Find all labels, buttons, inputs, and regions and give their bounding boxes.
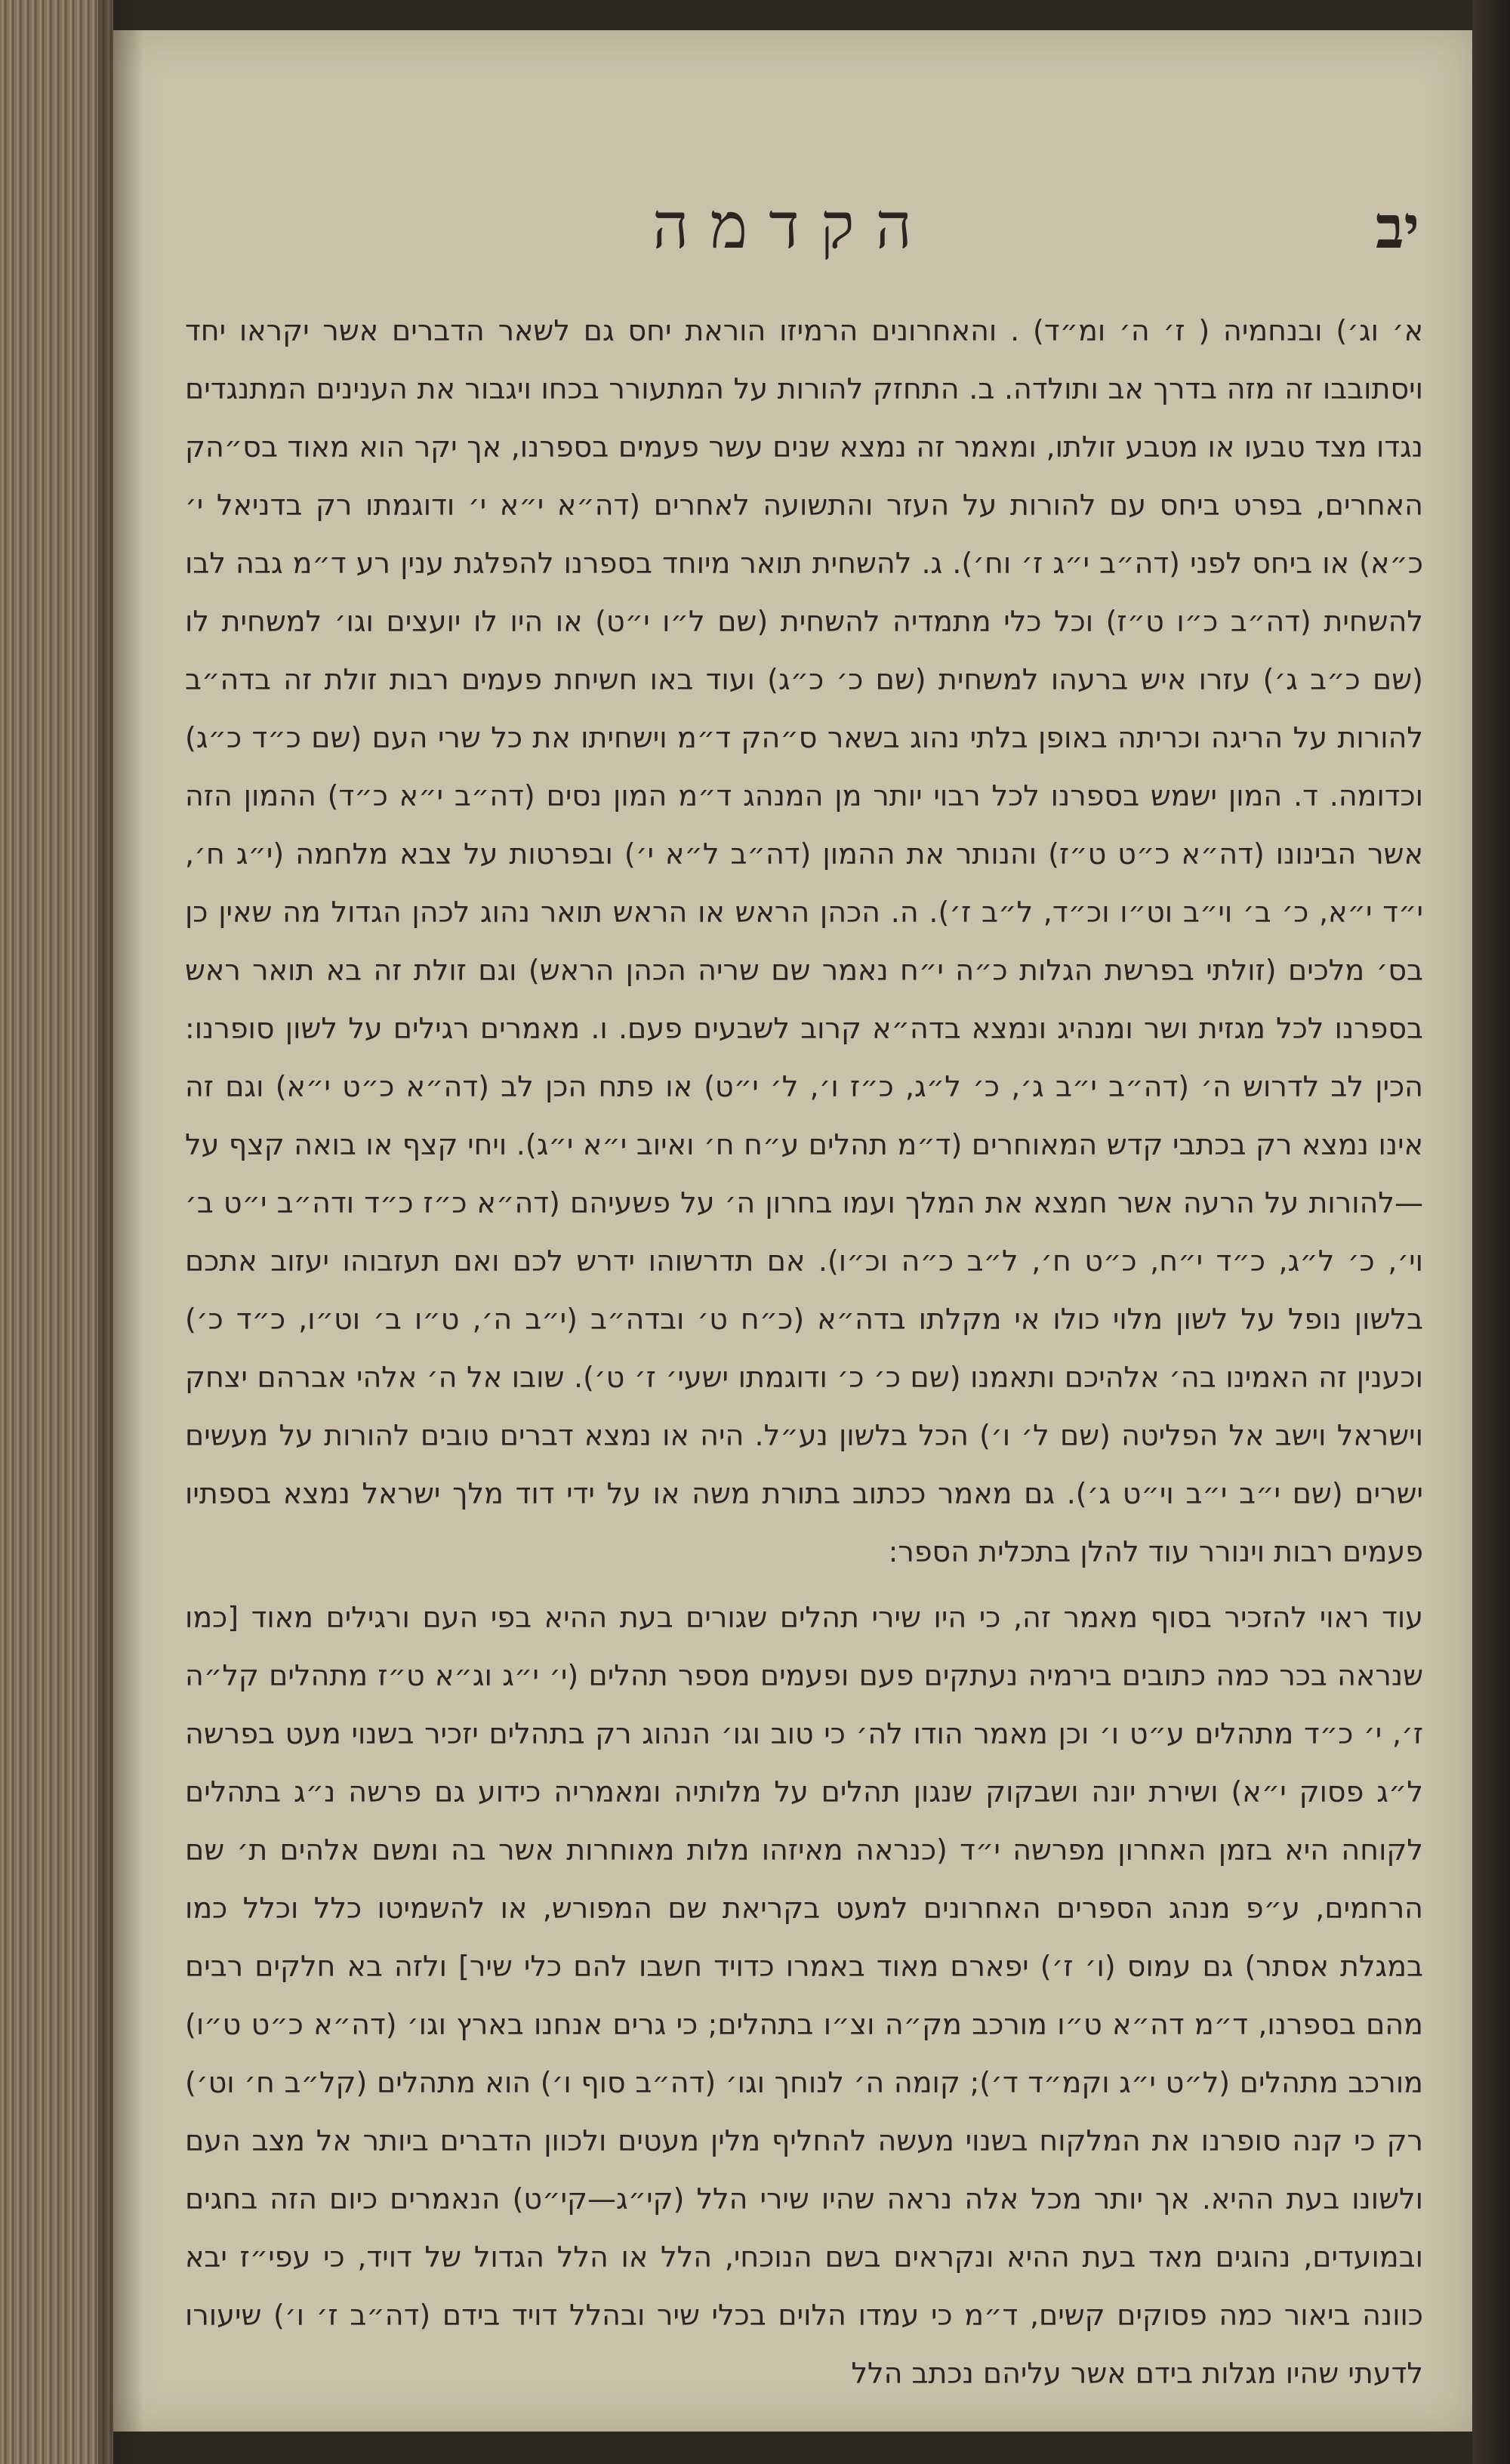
page-header: [113, 189, 1472, 279]
running-title: הקדמה: [652, 189, 933, 263]
paragraph-1: א׳ וג׳) ובנחמיה ( ז׳ ה׳ ומ״ד) . והאחרונים הרמיזו הוראת יחס גם לשאר הדברים אשר יקראו יחד ויסתובבו זה מזה בדרך אב ותולדה. ב. התחזק להורות על המתעורר בכחו ויגבור את הענינים המתנגדים נגדו מצד טבעו או מטבע זולתו, ומאמר זה נמצא שנים עשר פעמים בספרנו, אך יקר הוא מאוד בס״הק האחרים, בפרט ביחס עם להורות על העזר והתשועה לאחרים (דה״א י״א י׳ ודוגמתו רק בדניאל י׳ כ״א) או ביחס לפני (דה״ב י״ג ז׳ וח׳). ג. להשחית תואר מיוחד בספרנו להפלגת ענין רע ד״מ גבה לבו להשחית (דה״ב כ״ו ט״ז) וכל כלי מתמדיה להשחית (שם ל״ו י״ט) או היו לו יועצים וגו׳ למשחית לו (שם כ״ב ג׳) עזרו איש ברעהו למשחית (שם כ׳ כ״ג) ועוד באו חשיחת פעמים רבות זולת זה בדה״ב להורות על הריגה וכריתה באופן בלתי נהוג בשאר ס״הק ד״מ וישחיתו את כל שרי העם (שם כ״ד כ״ג) וכדומה. ד. המון ישמש בספרנו לכל רבוי יותר מן המנהג ד״מ המון נסים (דה״ב י״א כ״ד) ההמון הזה אשר הבינונו (דה״א כ״ט ט״ז) והנותר את ההמון (דה״ב ל״א י׳) ובפרטות על צבא מלחמה (י״ג ח׳, י״ד י״א, כ׳ ב׳ וי״ב וט״ו וכ״ד, ל״ב ז׳). ה. הכהן הראש או הראש תואר נהוג לכהן הגדול מה שאין כן בס׳ מלכים (זולתי בפרשת הגלות כ״ה י״ח נאמר שם שריה הכהן הראש) וגם זולת זה בא תואר ראש בספרנו לכל מגזית ושר ומנהיג ונמצא בדה״א קרוב לשבעים פעם. ו. מאמרים רגילים על לשון סופרנו: הכין לב לדרוש ה׳ (דה״ב י״ב ג׳, כ׳ ל״ג, כ״ז ו׳, ל׳ י״ט) או פתח הכן לב (דה״א כ״ט י״א) וגם זה אינו נמצא רק בכתבי קדש המאוחרים (ד״מ תהלים ע״ח ח׳ ואיוב י״א י״ג). ויחי קצף או בואה קצף על—להורות על הרעה אשר חמצא את המלך ועמו בחרון ה׳ על פשעיהם (דה״א כ״ז כ״ד ודה״ב י״ט ב׳ וי׳, כ׳ ל״ג, כ״ד י״ח, כ״ט ח׳, ל״ב כ״ה וכ״ו). אם תדרשוהו ידרש לכם ואם תעזבוהו יעזוב אתכם בלשון נופל על לשון מלוי כולו אי מקלתו בדה״א (כ״ח ט׳ ובדה״ב (י״ב ה׳, ט״ו ב׳ וט״ו, כ״ד כ׳) וכענין זה האמינו בה׳ אלהיכם ותאמנו (שם כ׳ כ׳ ודוגמתו ישעי׳ ז׳ ט׳). שובו אל ה׳ אלהי אברהם יצחק וישראל וישב אל הפליטה (שם ל׳ ו׳) הכל בלשון נע״ל. היה או נמצא דברים טובים להורות על מעשים ישרים (שם י״ב י״ב וי״ט ג׳). גם מאמר ככתוב בתורת משה או על ידי דוד מלך ישראל נמצא בספתיו פעמים רבות וינורר עוד להלן בתכלית הספר:: [185, 314, 1423, 1568]
book-page: [113, 30, 1472, 2432]
page-stack-edge: [0, 0, 113, 2464]
body-text: [185, 302, 1423, 2390]
background-edge: [1472, 0, 1510, 2464]
paragraph-2: עוד ראוי להזכיר בסוף מאמר זה, כי היו שירי תהלים שגורים בעת ההיא בפי העם ורגילים מאוד [כמו שנראה בכר כמה כתובים בירמיה נעתקים פעם ופעמים מספר תהלים (י׳ י״ג וג״א ט״ז מתהלים קל״ה ז׳, י׳ כ״ד מתהלים ע״ט ו׳ וכן מאמר הודו לה׳ כי טוב וגו׳ הנהוג רק בתהלים יזכיר בשנוי מעט בפרשה ל״ג פסוק י״א) ושירת יונה ושבקוק שנגון תהלים על מלותיה ומאמריה כידוע גם פרשה נ״ג בתהלים לקוחה היא בזמן האחרון מפרשה י״ד (כנראה מאיזהו מלות מאוחרות אשר בה ומשם אלהים ת׳ שם הרחמים, ע״פ מנהג הספרים האחרונים למעט בקריאת שם המפורש, או להשמיטו כלל וכלל כמו במגלת אסתר) גם עמוס (ו׳ ז׳) יפארם מאוד באמרו כדויד חשבו להם כלי שיר] ולזה בא חלקים רבים מהם בספרנו, ד״מ דה״א ט״ו מורכב מק״ה וצ״ו בתהלים; כי גרים אנחנו בארץ וגו׳ (דה״א כ״ט ט״ו) מורכב מתהלים (ל״ט י״ג וקמ״ד ד׳); קומה ה׳ לנוחך וגו׳ (דה״ב סוף ו׳) הוא מתהלים (קל״ב ח׳ וט׳) רק כי קנה סופרנו את המלקוח בשנוי מעשה להחליף מלין מעטים ולכוון הדברים ביותר אל מצב העם ולשונו בעת ההיא. אך יותר מכל אלה נראה שהיו שירי הלל (קי״ג—קי״ט) הנאמרים כיום הזה בחגים ובמועדים, נהוגים מאד בעת ההיא ונקראים בשם הנוכחי, הלל או הלל הגדול של דויד, כי עפי״ז יבא כוונה ביאור כמה פסוקים קשים, ד״מ כי עמדו הלוים בכלי שיר ובהלל דויד בידם (דה״ב ז׳ ו׳) שיעורו לדעתי שהיו מגלות בידם אשר עליהם נכתב הלל: [185, 1601, 1423, 2390]
spine-shadow: [98, 0, 143, 2464]
folio-number: יב: [1375, 193, 1419, 262]
